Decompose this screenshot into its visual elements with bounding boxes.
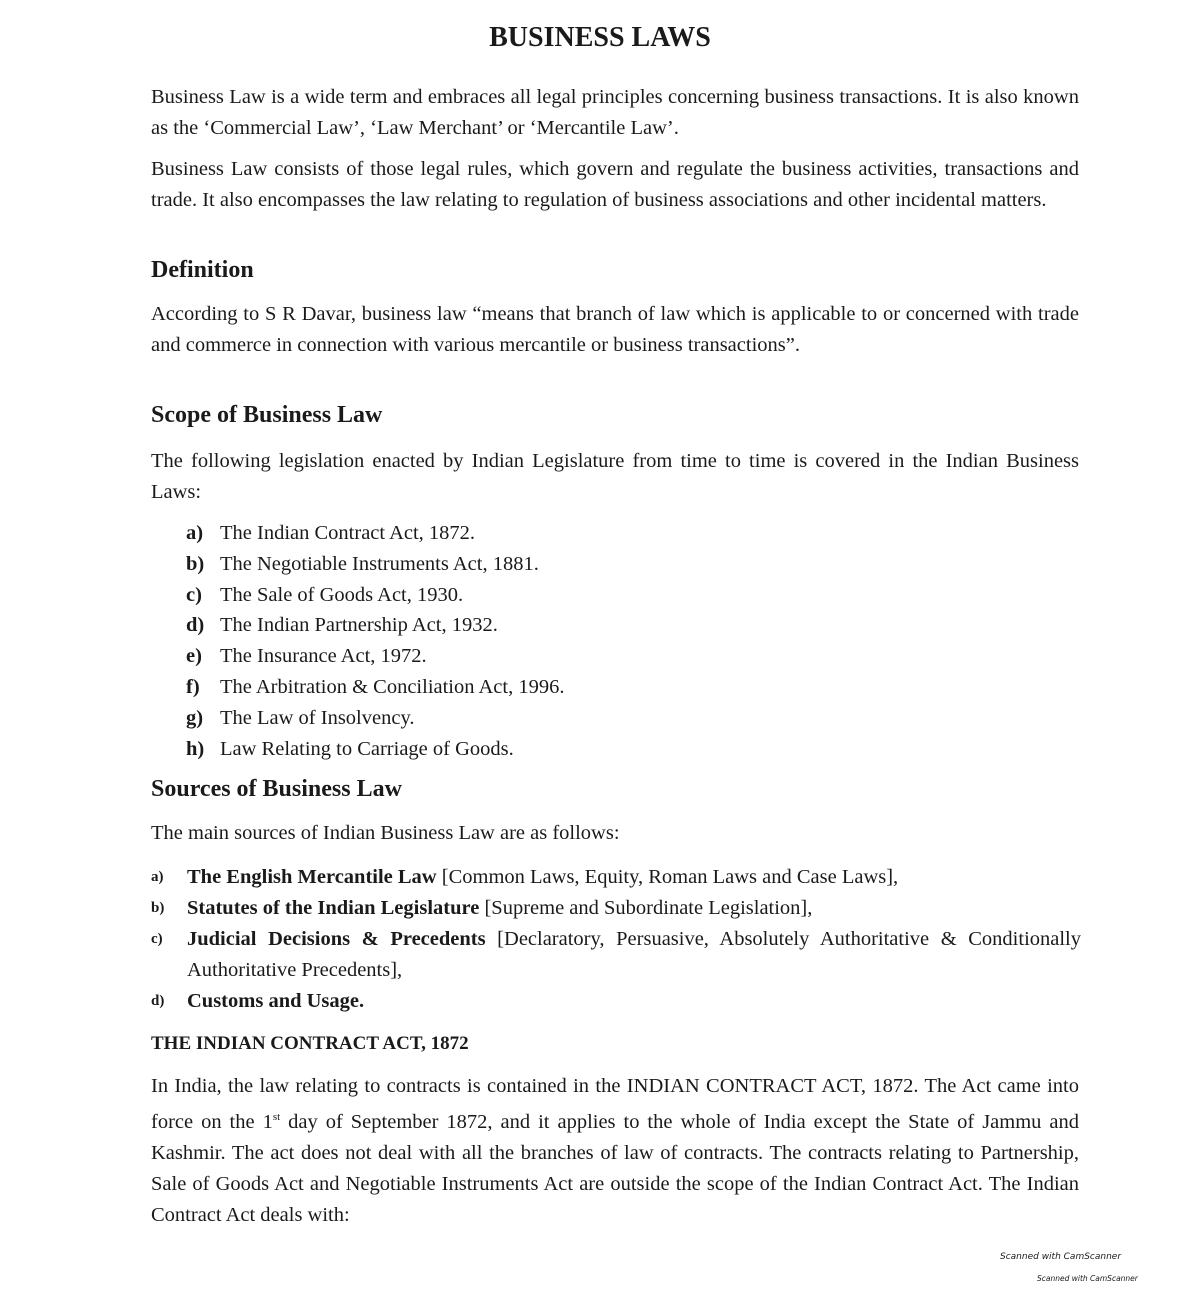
list-item: d) The Indian Partnership Act, 1932.	[186, 614, 498, 637]
sources-heading: Sources of Business Law	[151, 776, 402, 802]
list-item: b) The Negotiable Instruments Act, 1881.	[186, 552, 539, 575]
page-title: BUSINESS LAWS	[489, 22, 711, 53]
intro-paragraph-2: Business Law consists of those legal rules, which govern and regulate the business activities, transactions and trade. It also encompasses the law relating to regulation of business associations and other incidental matters.	[151, 158, 1079, 211]
list-item: f) The Arbitration & Conciliation Act, 1996.	[186, 675, 565, 698]
list-item: g) The Law of Insolvency.	[186, 706, 415, 729]
list-item: c) Judicial Decisions & Precedents [Declaratory, Persuasive, Absolutely Authoritative & Conditionally Authoritative Precedents],	[151, 928, 1081, 981]
sources-paragraph: The main sources of Indian Business Law are as follows:	[151, 822, 620, 844]
definition-paragraph: According to S R Davar, business law “means that branch of law which is applicable to or concerned with trade and commerce in connection with various mercantile or business transactions”.	[151, 303, 1079, 356]
intro-paragraph-1: Business Law is a wide term and embraces all legal principles concerning business transactions. It is also known as the ‘Commercial Law’, ‘Law Merchant’ or ‘Mercantile Law’.	[151, 86, 1079, 139]
list-item: b) Statutes of the Indian Legislature [Supreme and Subordinate Legislation],	[151, 897, 813, 919]
list-item: h) Law Relating to Carriage of Goods.	[186, 737, 514, 760]
scope-heading: Scope of Business Law	[151, 402, 383, 428]
list-item: a) The Indian Contract Act, 1872.	[186, 522, 476, 544]
list-item: c) The Sale of Goods Act, 1930.	[186, 583, 464, 606]
scope-list	[186, 518, 564, 764]
contract-act-heading: THE INDIAN CONTRACT ACT, 1872	[151, 1033, 469, 1054]
list-item: a) The English Mercantile Law [Common Laws, Equity, Roman Laws and Case Laws],	[151, 866, 899, 888]
scope-paragraph: The following legislation enacted by Indian Legislature from time to time is covered in the Indian Business Laws:	[151, 450, 1079, 503]
list-item: e) The Insurance Act, 1972.	[186, 645, 427, 668]
definition-heading: Definition	[151, 257, 254, 283]
camscanner-watermark: Scanned with CamScanner	[1000, 1252, 1122, 1262]
list-item: d) Customs and Usage.	[151, 990, 365, 1012]
sources-list	[151, 862, 1081, 1017]
contract-act-paragraph: In India, the law relating to contracts is contained in the INDIAN CONTRACT ACT, 1872. The Act came into force on the 1st day of September 1872, and it applies to the whole of India except the State of Jammu and Kashmir. The act does not deal with all the branches of law of contracts. The contracts relating to Partnership, Sale of Goods Act and Negotiable Instruments Act are outside the scope of the Indian Contract Act. The Indian Contract Act deals with:	[151, 1075, 1079, 1226]
camscanner-watermark-small: Scanned with CamScanner	[1037, 1274, 1138, 1283]
